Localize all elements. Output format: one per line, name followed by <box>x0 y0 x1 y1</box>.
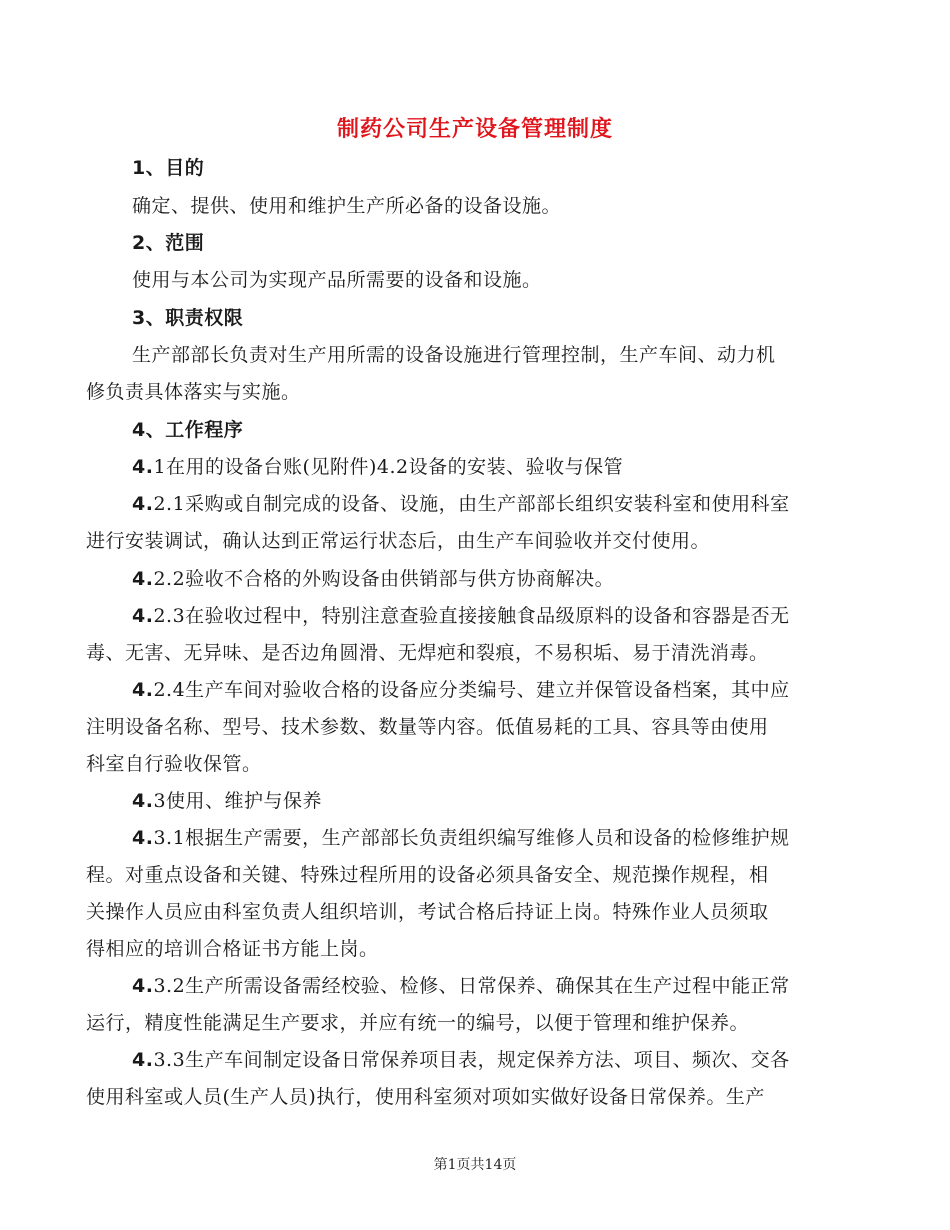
clause-text: 3.3生产车间制定设备日常保养项目表，规定保养方法、项目、频次、交各 <box>153 1049 790 1071</box>
clause-4-3 <box>132 783 322 819</box>
clause-4-3-2-cont: 运行，精度性能满足生产要求，并应有统一的编号，以便于管理和维护保养。 <box>86 1012 750 1034</box>
clause-number: 4. <box>132 493 154 515</box>
clause-text: 2.2验收不合格的外购设备由供销部与供方协商解决。 <box>153 568 615 590</box>
document-title: 制药公司生产设备管理制度 <box>336 117 613 142</box>
clause-text: 3使用、维护与保养 <box>153 790 323 812</box>
clause-number: 4. <box>132 1049 154 1071</box>
clause-number: 4. <box>132 456 154 478</box>
section-text-scope: 使用与本公司为实现产品所需要的设备和设施。 <box>132 269 542 291</box>
clause-4-2-3-cont: 毒、无害、无异味、是否边角圆滑、无焊疤和裂痕，不易积垢、易于清洗消毒。 <box>86 642 769 664</box>
section-text-purpose: 确定、提供、使用和维护生产所必备的设备设施。 <box>132 195 562 217</box>
section-heading-purpose: 1、目的 <box>132 157 205 179</box>
section-heading-scope: 2、范围 <box>132 232 205 254</box>
clause-4-2-1 <box>132 486 790 522</box>
clause-text: 2.3在验收过程中，特别注意查验直接接触食品级原料的设备和容器是否无 <box>153 605 790 627</box>
section-heading-responsibility: 3、职责权限 <box>132 307 244 329</box>
clause-4-2-2 <box>132 561 614 597</box>
clause-4-3-1-cont: 得相应的培训合格证书方能上岗。 <box>86 938 379 960</box>
clause-4-2-1-cont: 进行安装调试，确认达到正常运行状态后，由生产车间验收并交付使用。 <box>86 530 711 552</box>
page-number-footer: 第1页共14页 <box>433 1157 517 1173</box>
clause-text: 3.1根据生产需要，生产部部长负责组织编写维修人员和设备的检修维护规 <box>153 827 790 849</box>
clause-4-3-1-cont: 程。对重点设备和关键、特殊过程所用的设备必须具备安全、规范操作规程，相 <box>86 864 769 886</box>
section-text-responsibility: 生产部部长负责对生产用所需的设备设施进行管理控制，生产车间、动力机 <box>132 344 776 366</box>
clause-text: 3.2生产所需设备需经校验、检修、日常保养、确保其在生产过程中能正常 <box>153 975 790 997</box>
clause-4-2-4-cont: 科室自行验收保管。 <box>86 753 262 775</box>
clause-4-2-4 <box>132 672 790 708</box>
clause-4-2-4-cont: 注明设备名称、型号、技术参数、数量等内容。低值易耗的工具、容具等由使用 <box>86 716 769 738</box>
clause-4-3-2 <box>132 968 790 1004</box>
clause-number: 4. <box>132 605 154 627</box>
clause-4-3-1-cont: 关操作人员应由科室负责人组织培训，考试合格后持证上岗。特殊作业人员须取 <box>86 901 769 923</box>
clause-number: 4. <box>132 975 154 997</box>
clause-number: 4. <box>132 790 154 812</box>
clause-4-3-3-cont: 使用科室或人员(生产人员)执行，使用科室须对项如实做好设备日常保养。生产 <box>86 1086 765 1108</box>
clause-4-1 <box>132 449 623 485</box>
clause-number: 4. <box>132 827 154 849</box>
clause-4-3-1 <box>132 820 790 856</box>
section-heading-procedure: 4、工作程序 <box>132 419 244 441</box>
clause-4-2-3 <box>132 598 790 634</box>
clause-number: 4. <box>132 679 154 701</box>
clause-text: 1在用的设备台账(见附件)4.2设备的安装、验收与保管 <box>153 456 624 478</box>
clause-number: 4. <box>132 568 154 590</box>
clause-text: 2.1采购或自制完成的设备、设施，由生产部部长组织安装科室和使用科室 <box>153 493 790 515</box>
clause-4-3-3 <box>132 1042 790 1078</box>
section-text-responsibility-cont: 修负责具体落实与实施。 <box>86 381 301 403</box>
clause-text: 2.4生产车间对验收合格的设备应分类编号、建立并保管设备档案，其中应 <box>153 679 790 701</box>
